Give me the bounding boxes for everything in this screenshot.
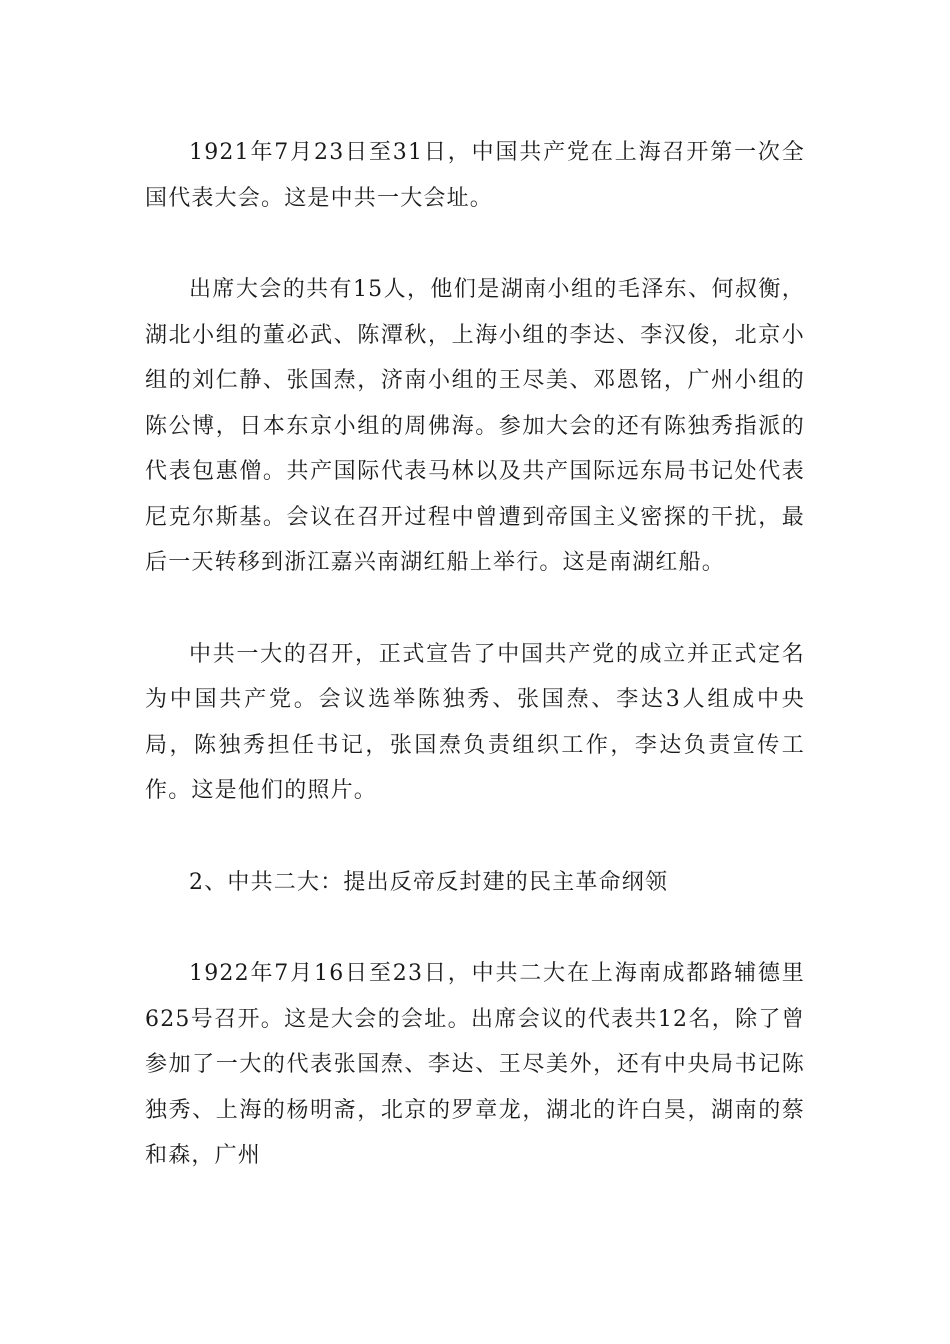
- paragraph-first-congress-dates: 1921年7月23日至31日，中国共产党在上海召开第一次全国代表大会。这是中共一大会址。: [145, 140, 805, 211]
- paragraph-first-congress-attendees: 出席大会的共有15人，他们是湖南小组的毛泽东、何叔衡，湖北小组的董必武、陈潭秋，上海小组的李达、李汉俊，北京小组的刘仁静、张国焘，济南小组的王尽美、邓恩铭，广州小组的陈公博，日本东京小组的周佛海。参加大会的还有陈独秀指派的代表包惠僧。共产国际代表马林以及共产国际远东局书记处代表尼克尔斯基。会议在召开过程中曾遭到帝国主义密探的干扰，最后一天转移到浙江嘉兴南湖红船上举行。这是南湖红船。: [145, 277, 805, 575]
- paragraph-first-congress-significance: 中共一大的召开，正式宣告了中国共产党的成立并正式定名为中国共产党。会议选举陈独秀、张国焘、李达3人组成中央局，陈独秀担任书记，张国焘负责组织工作，李达负责宣传工作。这是他们的照片。: [145, 641, 805, 803]
- section-heading-second-congress: 2、中共二大：提出反帝反封建的民主革命纲领: [189, 869, 669, 895]
- paragraph-second-congress: 1922年7月16日至23日，中共二大在上海南成都路辅德里625号召开。这是大会的会址。出席会议的代表共12名，除了曾参加了一大的代表张国焘、李达、王尽美外，还有中央局书记陈独秀、上海的杨明斋，北京的罗章龙，湖北的许白昊，湖南的蔡和森，广州: [145, 961, 805, 1168]
- document-body: [145, 130, 805, 1225]
